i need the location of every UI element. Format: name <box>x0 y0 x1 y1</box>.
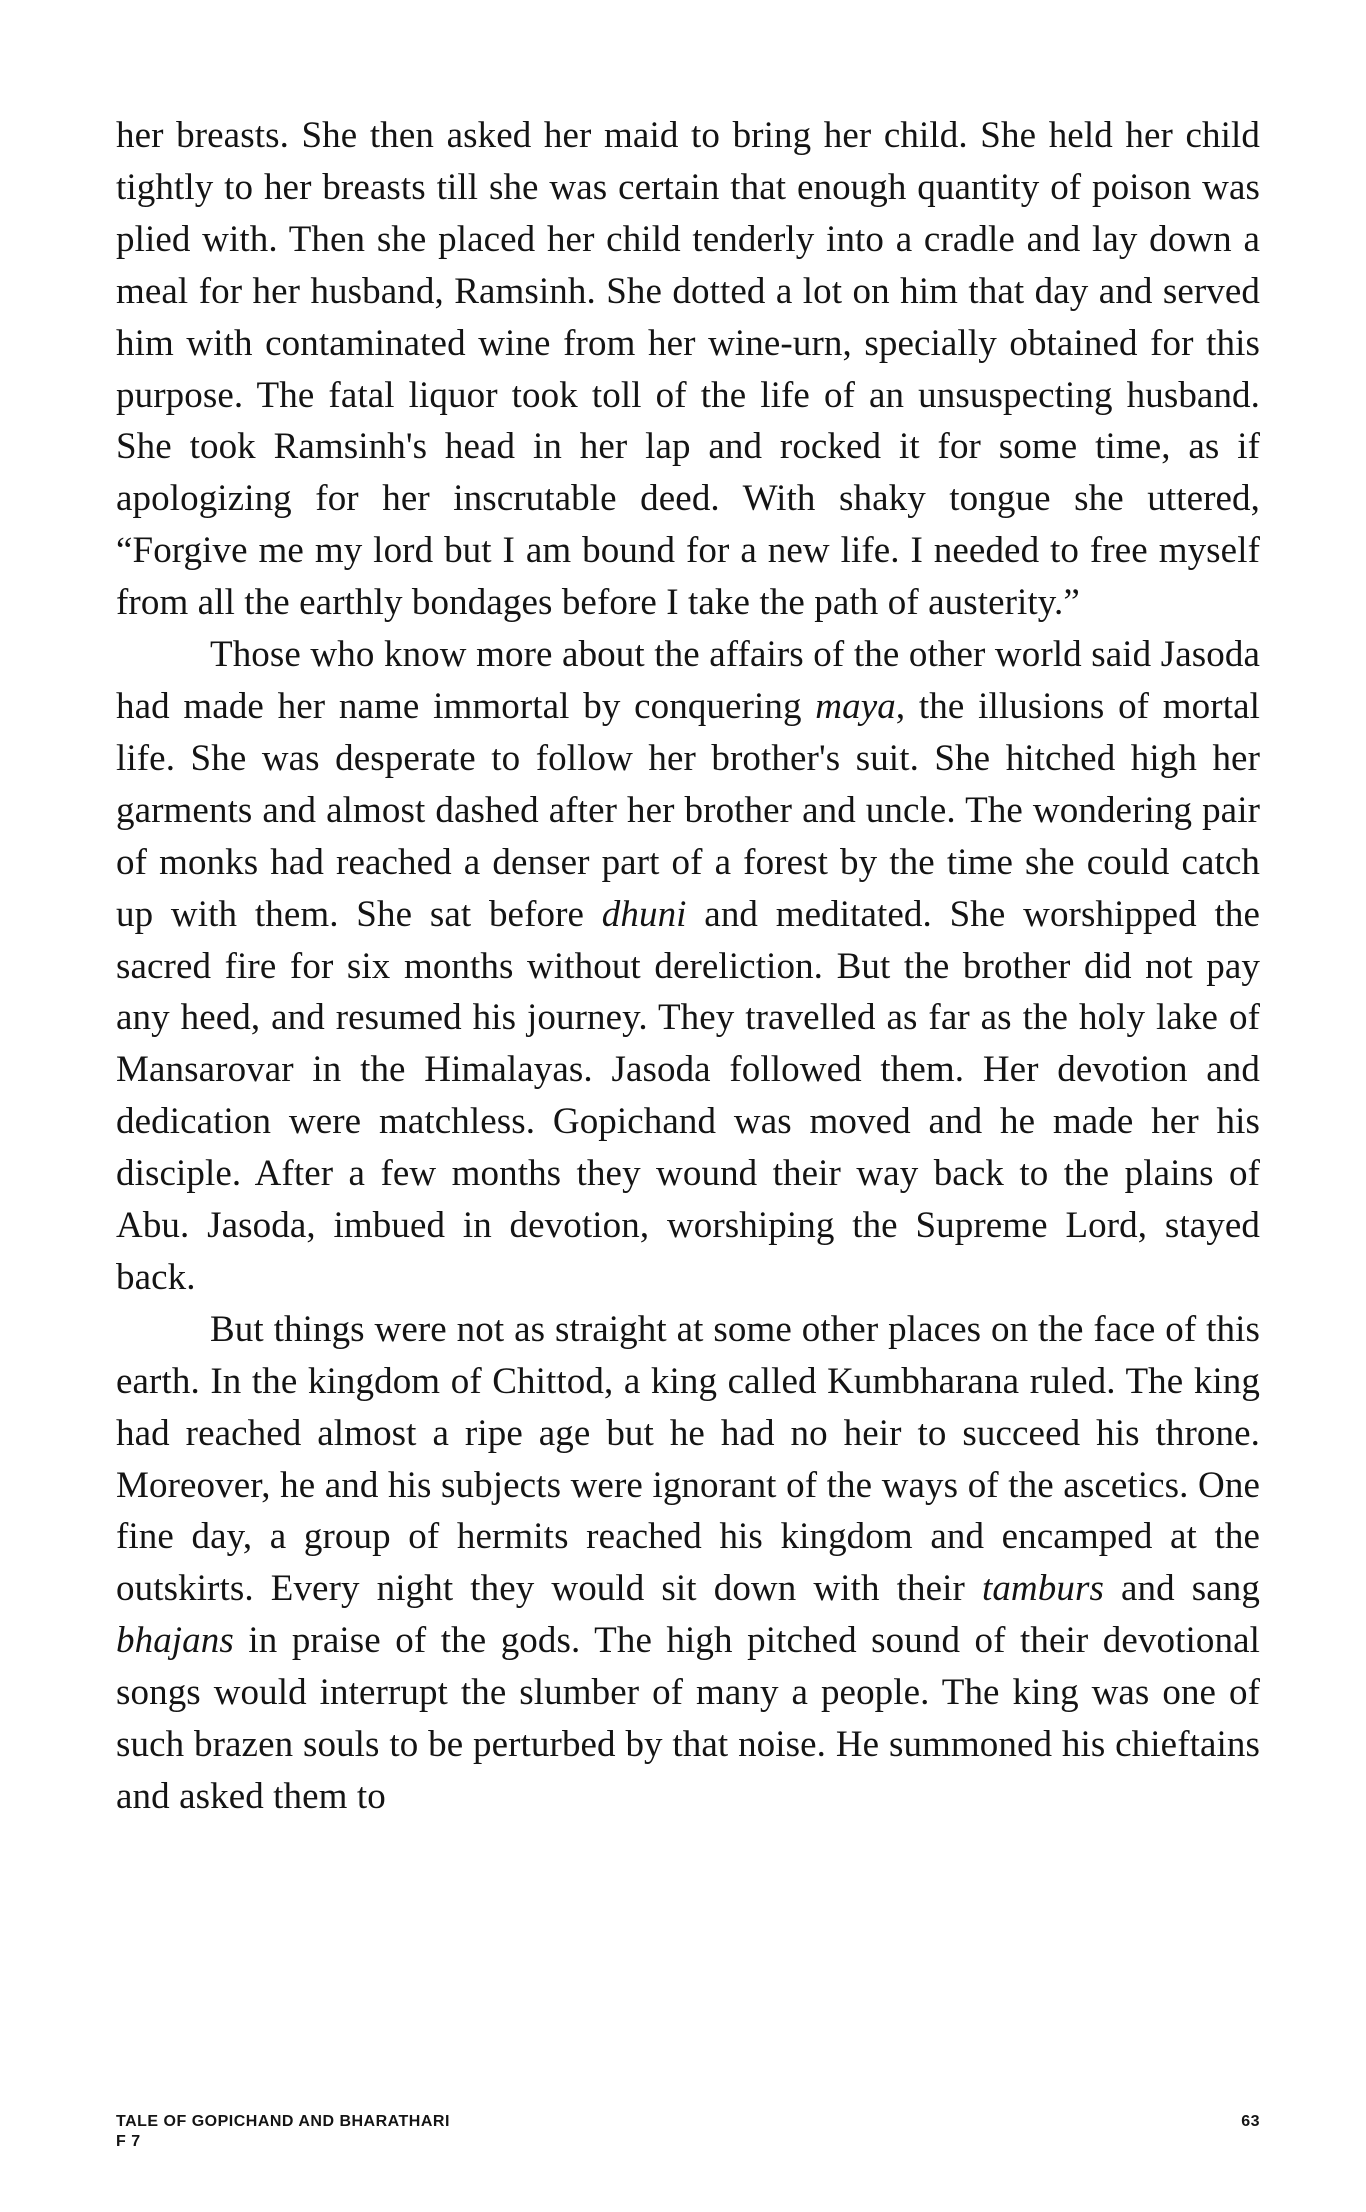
paragraph <box>116 1304 1260 1823</box>
text-run: her breasts. She then asked her maid to bring her child. She held her child tightly to her breasts till she was certain that enough quantity of poison was plied with. Then she placed her child tenderly into a cradle and lay down a meal for her husband, Ramsinh. She dotted a lot on him that day and served him with contaminated wine from her wine-urn, specially obtained for this purpose. The fatal liquor took toll of the life of an unsuspecting husband. She took Ramsinh's head in her lap and rocked it for some time, as if apologizing for her inscrutable deed. With shaky tongue she uttered, “Forgive me my lord but I am bound for a new life. I needed to free myself from all the earthly bondages before I take the path of austerity.” <box>116 115 1260 624</box>
text-run: Those who know more about the affairs of the other world said Jasoda had made her name immortal by conquering <box>116 634 1260 727</box>
italic-term: tamburs <box>981 1568 1104 1610</box>
running-title: TALE OF GOPICHAND AND BHARATHARI <box>116 2113 450 2130</box>
italic-term: maya <box>815 685 896 727</box>
text-run: But things were not as straight at some other places on the face of this earth. In the kingdom of Chittod, a king called Kumbharana ruled. The king had reached almost a ripe age but he had no heir to succeed his throne. Moreover, he and his subjects were ignorant of the ways of the ascetics. One fine day, a group of hermits reached his kingdom and encamped at the outskirts. Every night they would sit down with their <box>116 1308 1260 1610</box>
text-run: and sang <box>1103 1568 1260 1610</box>
body-text <box>116 110 1260 1823</box>
paragraph <box>116 629 1260 1304</box>
text-run: in praise of the gods. The high pitched sound of their devotional songs would interrupt the slumber of many a people. The king was one of such brazen souls to be perturbed by that noise. He summoned his chieftains and asked them to <box>116 1620 1260 1817</box>
signature-mark: F 7 <box>116 2133 141 2150</box>
page-number: 63 <box>1241 2113 1260 2130</box>
paragraph <box>116 110 1260 629</box>
text-run: , the illusions of mortal life. She was desperate to follow her brother's suit. She hitched high her garments and almost dashed after her brother and uncle. The wondering pair of monks had reached a denser part of a forest by the time she could catch up with them. She sat before <box>116 685 1260 935</box>
text-run: and meditated. She worshipped the sacred fire for six months without dereliction. But the brother did not pay any heed, and resumed his journey. They travelled as far as the holy lake of Mansarovar in the Himalayas. Jasoda followed them. Her devotion and dedication were matchless. Gopichand was moved and he made her his disciple. After a few months they wound their way back to the plains of Abu. Jasoda, imbued in devotion, worshiping the Supreme Lord, stayed back. <box>116 893 1261 1298</box>
italic-term: bhajans <box>116 1620 234 1662</box>
italic-term: dhuni <box>601 893 687 935</box>
